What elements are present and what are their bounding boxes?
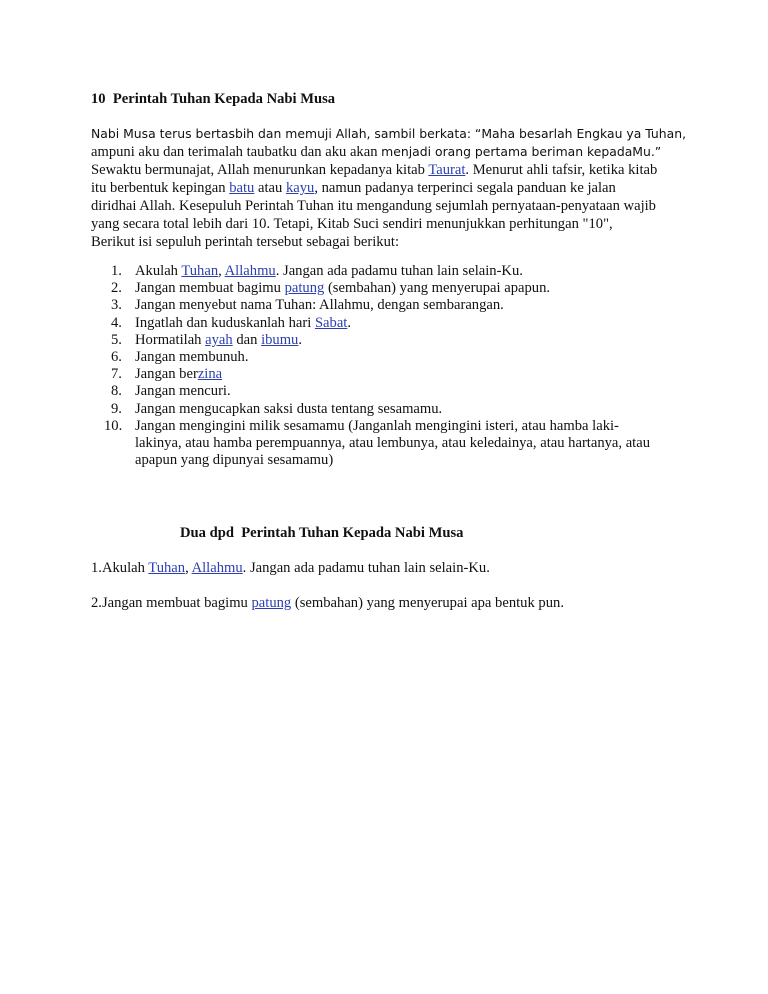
intro-paragraph <box>91 125 691 251</box>
link-zina[interactable]: zina <box>197 366 223 383</box>
link-allahmu[interactable]: Allahmu <box>224 263 276 279</box>
text-span: menjadi orang pertama beriman kepadaMu.” <box>381 144 662 159</box>
commandments-list <box>91 263 691 469</box>
paragraph <box>91 560 490 577</box>
text-span: (sembahan) yang menyerupai apapun. <box>324 280 551 297</box>
link-batu[interactable]: batu <box>229 180 255 196</box>
list-item <box>91 418 691 470</box>
link-ayah[interactable]: ayah <box>205 331 233 348</box>
text-span: ampuni aku dan terimalah taubatku dan aku akan <box>91 144 382 160</box>
text-span: atau <box>254 180 286 196</box>
text-line: Jangan mengingini milik sesamamu (Janganlah mengingini isteri, atau hamba laki- <box>135 417 619 434</box>
link-patung[interactable]: patung <box>251 595 292 611</box>
paragraph-line <box>91 161 691 179</box>
text-span: Hormatilah <box>135 331 206 348</box>
link-sabat[interactable]: Sabat <box>314 314 348 331</box>
list-item <box>91 315 691 332</box>
intro-line: Nabi Musa terus bertasbih dan memuji Allah, sambil berkata: “Maha besarlah Engkau ya Tuhan, <box>91 126 687 141</box>
text-span: . Jangan ada padamu tuhan lain selain-Ku. <box>275 263 523 279</box>
list-item <box>91 349 691 366</box>
paragraph-line: yang secara total lebih dari 10. Tetapi, Kitab Suci sendiri menunjukkan perhitungan "10", <box>91 216 613 232</box>
list-number: 4. <box>111 314 122 331</box>
text-span: (sembahan) yang menyerupai apa bentuk pun. <box>291 595 564 611</box>
paragraph <box>91 595 564 612</box>
text-span: Jangan membuat bagimu <box>135 280 285 297</box>
text-span: Jangan menyebut nama Tuhan: Allahmu, dengan sembarangan. <box>135 297 504 314</box>
list-number: 1. <box>111 263 122 279</box>
text-span: Akulah <box>135 263 182 279</box>
text-span: Jangan mengucapkan saksi dusta tentang sesamamu. <box>135 400 443 417</box>
list-number: 8. <box>111 383 122 400</box>
link-tuhan[interactable]: Tuhan <box>148 560 186 576</box>
text-span: . Menurut ahli tafsir, ketika kitab <box>465 162 658 178</box>
text-span: 2.Jangan membuat bagimu <box>91 595 252 611</box>
paragraph-line: diridhai Allah. Kesepuluh Perintah Tuhan itu mengandung sejumlah pernyataan-penyataan wajib <box>91 198 656 214</box>
text-span: , <box>218 263 225 279</box>
list-number: 2. <box>111 280 122 297</box>
list-number: 3. <box>111 297 122 314</box>
list-item <box>91 263 691 280</box>
text-span: Ingatlah dan kuduskanlah hari <box>135 314 315 331</box>
text-span: Jangan mencuri. <box>135 383 231 400</box>
list-item <box>91 332 691 349</box>
link-taurat[interactable]: Taurat <box>428 162 466 178</box>
text-span: , namun padanya terperinci segala panduan ke jalan <box>314 180 616 196</box>
list-number: 9. <box>111 400 122 417</box>
text-span: dan <box>232 331 262 348</box>
text-span: 1.Akulah <box>91 560 149 576</box>
list-number: 10. <box>104 417 123 434</box>
list-item <box>91 383 691 400</box>
text-span: . Jangan ada padamu tuhan lain selain-Ku. <box>242 560 490 576</box>
document-title: 10 Perintah Tuhan Kepada Nabi Musa <box>91 91 336 107</box>
text-span: itu berbentuk kepingan <box>91 180 230 196</box>
paragraph-line <box>91 179 691 197</box>
intro-line <box>91 143 691 161</box>
link-patung[interactable]: patung <box>284 280 325 297</box>
paragraph-line: Berikut isi sepuluh perintah tersebut sebagai berikut: <box>91 234 400 250</box>
list-item <box>91 280 691 297</box>
text-line: apapun yang dipunyai sesamamu) <box>135 452 334 469</box>
text-span: . <box>347 314 352 331</box>
section-title: Dua dpd Perintah Tuhan Kepada Nabi Musa <box>180 525 464 541</box>
list-number: 6. <box>111 349 122 366</box>
list-number: 7. <box>111 366 122 383</box>
text-span: Sewaktu bermunajat, Allah menurunkan kepadanya kitab <box>91 162 429 178</box>
text-span: , <box>185 560 192 576</box>
text-span: . <box>298 331 303 348</box>
link-tuhan[interactable]: Tuhan <box>181 263 219 279</box>
list-item <box>91 297 691 314</box>
text-line: lakinya, atau hamba perempuannya, atau lembunya, atau keledainya, atau hartanya, atau <box>135 435 651 452</box>
link-allahmu[interactable]: Allahmu <box>191 560 243 576</box>
link-ibumu[interactable]: ibumu <box>261 331 299 348</box>
list-item <box>91 366 691 383</box>
text-span: Jangan ber <box>135 366 198 383</box>
list-number: 5. <box>111 331 122 348</box>
list-item <box>91 401 691 418</box>
text-span: Jangan membunuh. <box>135 349 249 366</box>
link-kayu[interactable]: kayu <box>285 180 315 196</box>
